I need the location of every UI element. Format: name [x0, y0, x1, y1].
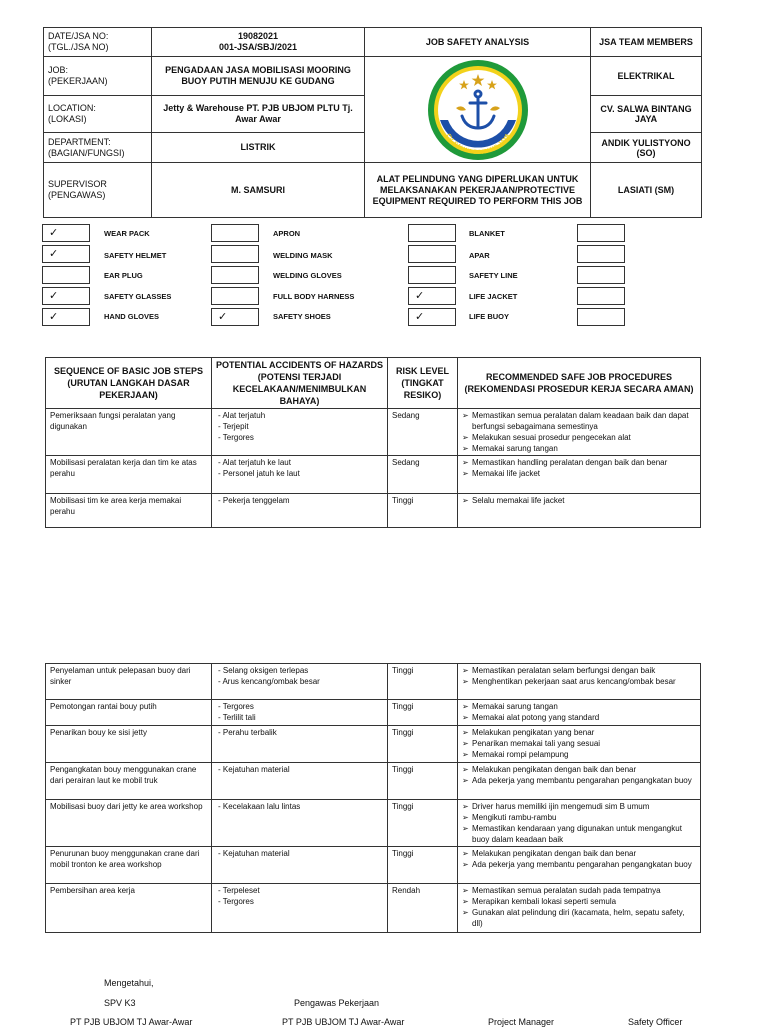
table-row: [46, 763, 701, 800]
table-row: [46, 884, 701, 933]
hazard-list: [216, 665, 383, 687]
procedure-list: [462, 701, 696, 723]
risk-level: Tinggi: [388, 763, 458, 800]
procedure-list-cell: [458, 409, 701, 456]
hazard-item: - Tergores: [216, 701, 383, 712]
job-value-line2: BUOY PUTIH MENUJU KE GUDANG: [181, 76, 335, 86]
risk-level: Tinggi: [388, 664, 458, 700]
procedure-item: ➢ Memastikan peralatan selam berfungsi dengan baik: [462, 665, 696, 676]
hazard-item: - Kejatuhan material: [216, 848, 383, 859]
table-row: [46, 847, 701, 884]
seq-header-line2: (URUTAN LANGKAH DASAR: [67, 378, 190, 388]
job-step: Mobilisasi tim ke area kerja memakai perahu: [46, 494, 212, 528]
checkbox-safety-shoes[interactable]: ✓: [211, 308, 259, 326]
procedure-item: ➢ Memastikan semua peralatan sudah pada tempatnya: [462, 885, 696, 896]
col-header-sequence: [46, 358, 212, 409]
checkbox-apron[interactable]: [211, 224, 259, 242]
risk-header-line1: RISK LEVEL: [395, 366, 449, 376]
risk-level: Sedang: [388, 409, 458, 456]
hazard-list: [216, 885, 383, 907]
department-value: LISTRIK: [152, 133, 365, 163]
hazard-list: [216, 457, 383, 479]
footer-spv-k3: SPV K3: [104, 998, 136, 1008]
col-header-risk: [388, 358, 458, 409]
logo-cell: [365, 57, 591, 163]
hazard-item: - Kejatuhan material: [216, 764, 383, 775]
hazard-list: [216, 848, 383, 859]
hazard-list-cell: [212, 700, 388, 726]
hazard-list-cell: [212, 884, 388, 933]
department-label: DEPARTMENT:: [48, 136, 111, 147]
footer-project-manager: Project Manager: [488, 1017, 555, 1027]
hazard-list-cell: [212, 664, 388, 700]
checkbox-life-jacket[interactable]: ✓: [408, 287, 456, 305]
department-label-cell: [44, 133, 152, 163]
risk-level: Tinggi: [388, 700, 458, 726]
label-ear-plug: EAR PLUG: [104, 271, 143, 280]
member-1: ELEKTRIKAL: [591, 57, 702, 96]
procedure-item: ➢ Memastikan semua peralatan dalam keadaan baik dan dapat berfungsi sebagaimana semestinya: [462, 410, 696, 432]
table-row: [46, 700, 701, 726]
hazard-item: - Arus kencang/ombak besar: [216, 676, 383, 687]
procedure-list: [462, 885, 696, 929]
checkbox-blank-1[interactable]: [577, 224, 625, 242]
label-blanket: BLANKET: [469, 229, 505, 238]
label-hand-gloves: HAND GLOVES: [104, 312, 160, 321]
procedure-list: [462, 665, 696, 687]
supervisor-label: SUPERVISOR: [48, 179, 107, 189]
pot-header-line3: KECELAKAAN/MENIMBULKAN: [232, 384, 367, 394]
hazard-item: - Terlilit tali: [216, 712, 383, 723]
hazard-item: - Personel jatuh ke laut: [216, 468, 383, 479]
location-label: LOCATION:: [48, 103, 96, 113]
label-safety-glasses: SAFETY GLASSES: [104, 292, 172, 301]
checkbox-blank-2[interactable]: [577, 245, 625, 263]
hazard-list: [216, 495, 383, 506]
hazard-list: [216, 764, 383, 775]
pot-header-line1: POTENTIAL ACCIDENTS OF HAZARDS: [216, 360, 384, 370]
procedure-list-cell: [458, 456, 701, 494]
job-label-cell: [44, 57, 152, 96]
location-value-line2: Awar Awar: [235, 114, 281, 124]
rec-header-line2: (REKOMENDASI PROSEDUR KERJA SECARA AMAN): [464, 384, 694, 394]
job-label: JOB:: [48, 65, 69, 75]
procedure-item: ➢ Mengikuti rambu-rambu: [462, 812, 696, 823]
footer-acknowledged: Mengetahui,: [104, 978, 154, 988]
supervisor-label-cell: [44, 163, 152, 218]
checkbox-blank-5[interactable]: [577, 308, 625, 326]
date-value: 19082021: [237, 31, 279, 41]
team-title: JSA TEAM MEMBERS: [591, 28, 702, 57]
risk-level: Sedang: [388, 456, 458, 494]
hazard-list-cell: [212, 456, 388, 494]
hazard-item: - Terpeleset: [216, 885, 383, 896]
rec-header-line1: RECOMMENDED SAFE JOB PROCEDURES: [485, 372, 673, 382]
checkbox-welding-mask[interactable]: [211, 245, 259, 263]
procedure-item: ➢ Memakai alat potong yang standard: [462, 712, 696, 723]
hazard-item: - Tergores: [216, 432, 383, 443]
checkbox-welding-gloves[interactable]: [211, 266, 259, 284]
pot-header-line4: BAHAYA): [279, 396, 320, 406]
hazard-list-cell: [212, 409, 388, 456]
hazard-item: - Alat terjatuh ke laut: [216, 457, 383, 468]
hazard-list-cell: [212, 726, 388, 763]
supervisor-sub-label: (PENGAWAS): [48, 190, 106, 200]
checkbox-hand-gloves[interactable]: ✓: [42, 308, 90, 326]
rows-a: [46, 409, 701, 528]
checkbox-ear-plug[interactable]: [42, 266, 90, 284]
table-row: [46, 664, 701, 700]
job-step: Penyelaman untuk pelepasan buoy dari sinker: [46, 664, 212, 700]
checkbox-life-buoy[interactable]: ✓: [408, 308, 456, 326]
risk-level: Tinggi: [388, 847, 458, 884]
ppe-title-cell: [365, 163, 591, 218]
procedure-item: ➢ Melakukan pengikatan dengan baik dan benar: [462, 764, 696, 775]
location-sub-label: (LOKASI): [48, 114, 87, 124]
seq-header-line3: PEKERJAAN): [99, 390, 158, 400]
seq-header-line1: SEQUENCE OF BASIC JOB STEPS: [53, 366, 204, 376]
procedure-list: [462, 727, 696, 760]
table-row: [46, 456, 701, 494]
risk-level: Rendah: [388, 884, 458, 933]
jsa-number: 001-JSA/SBJ/2021: [218, 42, 298, 52]
procedure-item: ➢ Penarikan memakai tali yang sesuai: [462, 738, 696, 749]
hazard-list-cell: [212, 800, 388, 847]
procedure-list: [462, 457, 696, 479]
hazard-item: - Kecelakaan lalu lintas: [216, 801, 383, 812]
location-value-cell: [152, 96, 365, 133]
risk-header-line3: RESIKO): [403, 390, 442, 400]
procedure-item: ➢ Melakukan pengikatan yang benar: [462, 727, 696, 738]
ppe-title-line3: EQUIPMENT REQUIRED TO PERFORM THIS JOB: [372, 195, 583, 206]
hazard-item: - Alat terjatuh: [216, 410, 383, 421]
procedure-item: ➢ Memakai sarung tangan: [462, 443, 696, 454]
hazard-list: [216, 801, 383, 812]
job-steps-table: [45, 357, 701, 528]
job-step: Pemeriksaan fungsi peralatan yang digunakan: [46, 409, 212, 456]
date-sub-label: (TGL./JSA NO): [48, 42, 109, 52]
pot-header-line2: (POTENSI TERJADI: [257, 372, 342, 382]
date-label-cell: [44, 28, 152, 57]
checkbox-safety-line[interactable]: [408, 266, 456, 284]
job-steps-table-continued: [45, 663, 701, 933]
member-3: ANDIK YULISTYONO (SO): [591, 133, 702, 163]
date-value-cell: [152, 28, 365, 57]
table-row: [46, 726, 701, 763]
hazard-list: [216, 410, 383, 443]
table-header-row: [46, 358, 701, 409]
procedure-list-cell: [458, 884, 701, 933]
label-life-jacket: LIFE JACKET: [469, 292, 518, 301]
checkbox-apar[interactable]: [408, 245, 456, 263]
job-step: Penurunan buoy menggunakan crane dari mobil tronton ke area workshop: [46, 847, 212, 884]
job-step: Mobilisasi peralatan kerja dan tim ke atas perahu: [46, 456, 212, 494]
label-safety-helmet: SAFETY HELMET: [104, 251, 167, 260]
procedure-item: ➢ Gunakan alat pelindung diri (kacamata, helm, sepatu safety, dll): [462, 907, 696, 929]
procedure-list: [462, 801, 696, 845]
label-apar: APAR: [469, 251, 490, 260]
procedure-list-cell: [458, 847, 701, 884]
checkbox-wear-pack[interactable]: ✓: [42, 224, 90, 242]
procedure-item: ➢ Merapikan kembali lokasi seperti semula: [462, 896, 696, 907]
hazard-list-cell: [212, 494, 388, 528]
col-header-hazards: [212, 358, 388, 409]
label-welding-mask: WELDING MASK: [273, 251, 333, 260]
procedure-list: [462, 848, 696, 870]
procedure-item: ➢ Ada pekerja yang membantu pengarahan pengangkatan buoy: [462, 775, 696, 786]
procedure-item: ➢ Memakai sarung tangan: [462, 701, 696, 712]
logo-ring-text: CV. SALWA BINTANG JAYA: [444, 132, 511, 156]
hazard-list: [216, 727, 383, 738]
rows-b: [46, 664, 701, 933]
risk-header-line2: (TINGKAT: [401, 378, 444, 388]
table-row: [46, 800, 701, 847]
label-welding-gloves: WELDING GLOVES: [273, 271, 342, 280]
procedure-list: [462, 410, 696, 454]
hazard-item: - Terjepit: [216, 421, 383, 432]
footer-org-2: PT PJB UBJOM TJ Awar-Awar: [282, 1017, 405, 1027]
hazard-item: - Perahu terbalik: [216, 727, 383, 738]
job-sub-label: (PEKERJAAN): [48, 76, 108, 86]
risk-level: Tinggi: [388, 800, 458, 847]
department-sub-label: (BAGIAN/FUNGSI): [48, 147, 125, 158]
job-step: Pengangkatan bouy menggunakan crane dari perairan laut ke mobil truk: [46, 763, 212, 800]
document-title: JOB SAFETY ANALYSIS: [365, 28, 591, 57]
job-value-cell: [152, 57, 365, 96]
company-logo: [426, 58, 530, 162]
hazard-list-cell: [212, 847, 388, 884]
procedure-list: [462, 764, 696, 786]
checkbox-blank-4[interactable]: [577, 287, 625, 305]
procedure-item: ➢ Driver harus memiliki ijin mengemudi sim B umum: [462, 801, 696, 812]
job-step: Mobilisasi buoy dari jetty ke area workshop: [46, 800, 212, 847]
risk-level: Tinggi: [388, 494, 458, 528]
hazard-list: [216, 701, 383, 723]
procedure-list-cell: [458, 494, 701, 528]
checkbox-safety-glasses[interactable]: ✓: [42, 287, 90, 305]
hazard-item: - Tergores: [216, 896, 383, 907]
member-4: LASIATI (SM): [591, 163, 702, 218]
hazard-item: - Pekerja tenggelam: [216, 495, 383, 506]
table-row: [46, 409, 701, 456]
procedure-list: [462, 495, 696, 506]
hazard-list-cell: [212, 763, 388, 800]
job-step: Pemotongan rantai bouy putih: [46, 700, 212, 726]
procedure-item: ➢ Ada pekerja yang membantu pengarahan pengangkatan buoy: [462, 859, 696, 870]
procedure-item: ➢ Memastikan kendaraan yang digunakan untuk mengangkut buoy dalam keadaan baik: [462, 823, 696, 845]
col-header-procedures: [458, 358, 701, 409]
procedure-list-cell: [458, 800, 701, 847]
ppe-title-line1: ALAT PELINDUNG YANG DIPERLUKAN UNTUK: [376, 173, 579, 184]
ppe-title-line2: MELAKSANAKAN PEKERJAAN/PROTECTIVE: [379, 184, 576, 195]
label-apron: APRON: [273, 229, 301, 238]
job-value-line1: PENGADAAN JASA MOBILISASI MOORING: [165, 65, 351, 75]
procedure-item: ➢ Selalu memakai life jacket: [462, 495, 696, 506]
checkbox-full-body-harness[interactable]: [211, 287, 259, 305]
procedure-item: ➢ Melakukan sesuai prosedur pengecekan alat: [462, 432, 696, 443]
procedure-item: ➢ Memakai rompi pelampung: [462, 749, 696, 760]
job-step: Penarikan bouy ke sisi jetty: [46, 726, 212, 763]
procedure-item: ➢ Memastikan handling peralatan dengan baik dan benar: [462, 457, 696, 468]
footer-work-supervisor: Pengawas Pekerjaan: [294, 998, 380, 1008]
footer-org-1: PT PJB UBJOM TJ Awar-Awar: [70, 1017, 193, 1027]
risk-level: Tinggi: [388, 726, 458, 763]
location-value-line1: Jetty & Warehouse PT. PJB UBJOM PLTU Tj.: [163, 103, 353, 113]
footer-safety-officer: Safety Officer: [628, 1017, 683, 1027]
job-step: Pembersihan area kerja: [46, 884, 212, 933]
date-label: DATE/JSA NO:: [48, 31, 109, 41]
procedure-list-cell: [458, 726, 701, 763]
supervisor-value: M. SAMSURI: [152, 163, 365, 218]
location-label-cell: [44, 96, 152, 133]
checkbox-safety-helmet[interactable]: ✓: [42, 245, 90, 263]
checkbox-blank-3[interactable]: [577, 266, 625, 284]
procedure-item: ➢ Menghentikan pekerjaan saat arus kencang/ombak besar: [462, 676, 696, 687]
hazard-item: - Selang oksigen terlepas: [216, 665, 383, 676]
procedure-list-cell: [458, 664, 701, 700]
procedure-item: ➢ Memakai life jacket: [462, 468, 696, 479]
label-wear-pack: WEAR PACK: [104, 229, 150, 238]
checkbox-blanket[interactable]: [408, 224, 456, 242]
label-safety-shoes: SAFETY SHOES: [273, 312, 331, 321]
label-full-body-harness: FULL BODY HARNESS: [273, 292, 355, 301]
header-table: [43, 27, 702, 218]
member-2: CV. SALWA BINTANG JAYA: [591, 96, 702, 133]
procedure-item: ➢ Melakukan pengikatan dengan baik dan benar: [462, 848, 696, 859]
label-safety-line: SAFETY LINE: [469, 271, 518, 280]
procedure-list-cell: [458, 763, 701, 800]
procedure-list-cell: [458, 700, 701, 726]
label-life-buoy: LIFE BUOY: [469, 312, 510, 321]
table-row: [46, 494, 701, 528]
